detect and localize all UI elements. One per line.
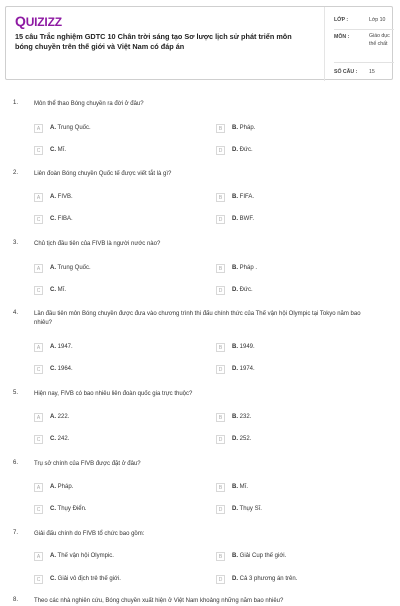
option-letter-box: A <box>34 193 43 202</box>
option-letter-box: A <box>34 343 43 352</box>
option-letter-box: B <box>216 264 225 273</box>
option-label: Giải vô địch trẻ thế giới. <box>56 576 121 582</box>
option-text <box>232 576 297 582</box>
option-letter-box: C <box>34 435 43 444</box>
option-letter-box: D <box>216 505 225 514</box>
option-key: C. <box>50 506 56 512</box>
option-letter-box: B <box>216 343 225 352</box>
option-letter-box: D <box>216 215 225 224</box>
option-text <box>50 366 73 372</box>
option-key: C. <box>50 576 56 582</box>
option-key: D. <box>232 366 238 372</box>
option-key: D. <box>232 436 238 442</box>
option-text <box>232 414 251 420</box>
answer-option-b[interactable] <box>216 412 386 424</box>
answer-option-a[interactable] <box>34 412 204 424</box>
option-key: B. <box>232 484 238 490</box>
option-letter-box: D <box>216 286 225 295</box>
option-letter-box: C <box>34 505 43 514</box>
option-key: B. <box>232 125 238 131</box>
option-key: C. <box>50 287 56 293</box>
option-key: C. <box>50 436 56 442</box>
option-text <box>50 194 73 200</box>
answer-option-b[interactable] <box>216 123 386 135</box>
answer-option-c[interactable] <box>34 145 204 157</box>
option-key: D. <box>232 147 238 153</box>
option-key: A. <box>50 414 56 420</box>
option-label: Pháp. <box>238 125 256 131</box>
option-text <box>232 147 253 153</box>
option-text <box>50 576 121 582</box>
option-key: A. <box>50 484 56 490</box>
question-number: 5. <box>13 390 19 396</box>
option-key: A. <box>50 344 56 350</box>
count-label: SỐ CÂU : <box>334 69 358 75</box>
option-label: Giải Cup thế giới. <box>238 553 287 559</box>
option-key: A. <box>50 553 56 559</box>
option-label: 1949. <box>238 344 255 350</box>
question-text: Liên đoàn Bóng chuyền Quốc tế được viết tắt là gì? <box>34 171 172 177</box>
answer-option-b[interactable] <box>216 263 386 275</box>
option-letter-box: C <box>34 146 43 155</box>
option-key: D. <box>232 506 238 512</box>
answer-option-c[interactable] <box>34 574 204 586</box>
option-text <box>50 484 73 490</box>
option-letter-box: B <box>216 124 225 133</box>
option-letter-box: A <box>34 483 43 492</box>
option-text <box>232 216 254 222</box>
answer-option-b[interactable] <box>216 192 386 204</box>
question-number: 4. <box>13 310 19 316</box>
option-key: C. <box>50 216 56 222</box>
option-text <box>232 366 255 372</box>
answer-option-d[interactable] <box>216 214 386 226</box>
option-key: C. <box>50 366 56 372</box>
option-label: 242. <box>56 436 70 442</box>
answer-option-d[interactable] <box>216 504 386 516</box>
option-letter-box: C <box>34 365 43 374</box>
class-label: LỚP : <box>334 17 349 23</box>
answer-option-d[interactable] <box>216 145 386 157</box>
option-text <box>232 484 248 490</box>
option-key: D. <box>232 216 238 222</box>
answer-option-a[interactable] <box>34 551 204 563</box>
option-key: B. <box>232 194 238 200</box>
option-key: D. <box>232 576 238 582</box>
option-label: FIVB. <box>56 194 73 200</box>
option-label: 222. <box>56 414 70 420</box>
option-label: Cả 3 phương án trên. <box>238 576 298 582</box>
question-text: Lần đầu tiên môn Bóng chuyền được đưa vào chương trình thi đấu chính thức của Thế vận hội Olympic tại Tokyo năm bao nhiêu? <box>34 311 361 326</box>
option-text <box>50 553 114 559</box>
option-label: Thụy Điển. <box>56 506 87 512</box>
answer-option-b[interactable] <box>216 482 386 494</box>
option-label: Trung Quốc. <box>56 265 91 271</box>
option-text <box>232 506 262 512</box>
meta-separator <box>334 62 394 63</box>
option-key: C. <box>50 147 56 153</box>
page-title: 15 câu Trắc nghiệm GDTC 10 Chân trời sáng tạo Sơ lược lịch sử phát triển môn bóng chuyền trên thế giới và Việt Nam có đáp án <box>15 32 292 51</box>
option-text <box>50 344 73 350</box>
question-number: 3. <box>13 240 19 246</box>
option-label: Trung Quốc. <box>56 125 91 131</box>
option-label: Đức. <box>238 147 253 153</box>
option-label: 232. <box>238 414 252 420</box>
answer-option-a[interactable] <box>34 123 204 135</box>
option-letter-box: A <box>34 552 43 561</box>
question-text: Môn thể thao Bóng chuyền ra đời ở đâu? <box>34 101 144 107</box>
subject-label: MÔN : <box>334 34 350 40</box>
meta-separator <box>334 29 394 30</box>
question-text: Chủ tịch đầu tiên của FIVB là người nước nào? <box>34 241 161 247</box>
question-number: 7. <box>13 530 19 536</box>
answer-option-a[interactable] <box>34 263 204 275</box>
option-label: 1964. <box>56 366 73 372</box>
option-text <box>50 414 69 420</box>
option-key: B. <box>232 414 238 420</box>
quiz-header <box>5 6 393 80</box>
option-letter-box: C <box>34 215 43 224</box>
option-text <box>232 287 253 293</box>
class-value: Lớp 10 <box>369 17 386 23</box>
option-text <box>232 125 255 131</box>
answer-option-a[interactable] <box>34 342 204 354</box>
answer-option-b[interactable] <box>216 342 386 354</box>
question-number: 6. <box>13 460 19 466</box>
answer-option-b[interactable] <box>216 551 386 563</box>
question-text: Trụ sở chính của FIVB được đặt ở đâu? <box>34 461 141 467</box>
option-label: FIBA. <box>56 216 73 222</box>
option-label: Thụy Sĩ. <box>238 506 262 512</box>
question-text: Giải đấu chính do FIVB tổ chức bao gồm: <box>34 531 145 537</box>
count-value: 15 <box>369 69 375 75</box>
option-letter-box: B <box>216 193 225 202</box>
option-letter-box: A <box>34 413 43 422</box>
option-key: B. <box>232 553 238 559</box>
question-number: 8. <box>13 597 19 603</box>
option-text <box>50 436 69 442</box>
option-key: D. <box>232 287 238 293</box>
question-number: 1. <box>13 100 19 106</box>
option-text <box>50 216 73 222</box>
option-letter-box: B <box>216 413 225 422</box>
option-text <box>50 147 66 153</box>
answer-option-a[interactable] <box>34 192 204 204</box>
answer-option-c[interactable] <box>34 434 204 446</box>
option-letter-box: C <box>34 286 43 295</box>
option-letter-box: D <box>216 146 225 155</box>
option-text <box>232 344 255 350</box>
option-label: Mĩ. <box>238 484 248 490</box>
option-letter-box: A <box>34 124 43 133</box>
option-label: BWF. <box>238 216 254 222</box>
option-label: 1974. <box>238 366 255 372</box>
answer-option-a[interactable] <box>34 482 204 494</box>
option-letter-box: D <box>216 365 225 374</box>
option-text <box>50 287 66 293</box>
answer-option-d[interactable] <box>216 434 386 446</box>
option-letter-box: C <box>34 575 43 584</box>
option-key: A. <box>50 125 56 131</box>
option-letter-box: B <box>216 552 225 561</box>
option-text <box>232 436 251 442</box>
option-letter-box: B <box>216 483 225 492</box>
subject-value: Giáo dục thể chất <box>369 33 390 47</box>
option-key: B. <box>232 344 238 350</box>
answer-option-c[interactable] <box>34 364 204 376</box>
option-label: Thế vận hội Olympic. <box>56 553 114 559</box>
answer-option-d[interactable] <box>216 285 386 297</box>
option-key: A. <box>50 194 56 200</box>
question-number: 2. <box>13 170 19 176</box>
option-label: 1947. <box>56 344 73 350</box>
option-label: Đức. <box>238 287 253 293</box>
option-letter-box: D <box>216 575 225 584</box>
option-text <box>232 265 257 271</box>
option-letter-box: D <box>216 435 225 444</box>
option-label: 252. <box>238 436 252 442</box>
option-text <box>50 506 87 512</box>
option-text <box>232 553 286 559</box>
question-text: Theo các nhà nghiên cứu, Bóng chuyền xuất hiện ở Việt Nam khoảng những năm bao nhiêu? <box>34 598 284 604</box>
answer-option-c[interactable] <box>34 285 204 297</box>
option-letter-box: A <box>34 264 43 273</box>
option-label: Mĩ. <box>56 287 66 293</box>
option-text <box>50 125 91 131</box>
header-divider <box>324 7 325 81</box>
option-text <box>50 265 91 271</box>
option-label: Pháp. <box>56 484 74 490</box>
option-label: Pháp . <box>238 265 258 271</box>
answer-option-c[interactable] <box>34 504 204 516</box>
quizizz-logo[interactable]: QUIZIZZ <box>15 13 62 29</box>
option-key: A. <box>50 265 56 271</box>
option-label: Mĩ. <box>56 147 66 153</box>
question-text: Hiện nay, FIVB có bao nhiêu liên đoàn quốc gia trực thuộc? <box>34 391 193 397</box>
answer-option-d[interactable] <box>216 364 386 376</box>
option-label: FIFA. <box>238 194 255 200</box>
answer-option-c[interactable] <box>34 214 204 226</box>
answer-option-d[interactable] <box>216 574 386 586</box>
option-key: B. <box>232 265 238 271</box>
option-text <box>232 194 254 200</box>
